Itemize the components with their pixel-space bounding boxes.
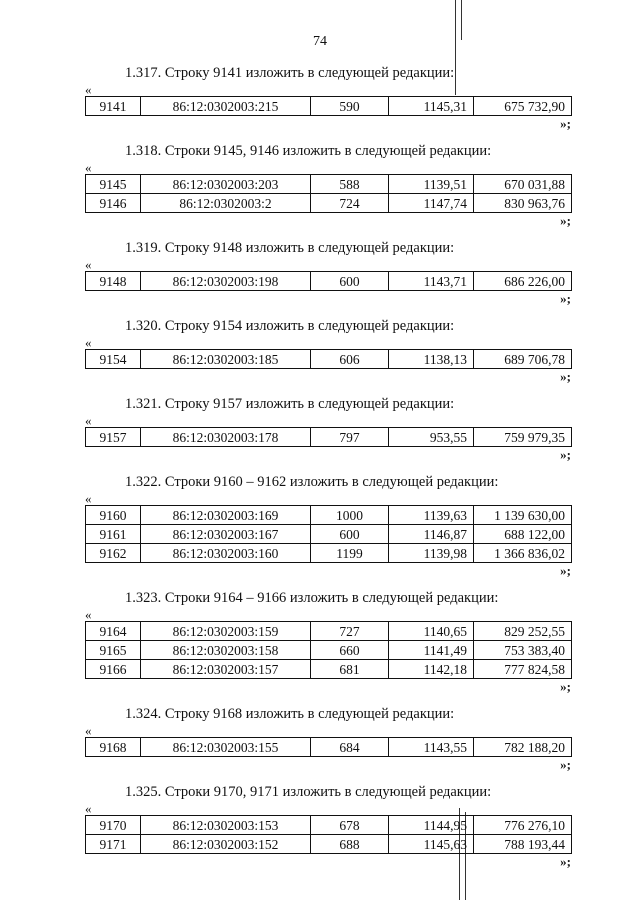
closing-quote: »;	[560, 369, 571, 384]
area-cell: 684	[311, 738, 389, 757]
opening-quote: «	[85, 723, 92, 738]
row-number-cell: 9145	[86, 175, 141, 194]
unit-value-cell: 1143,71	[389, 272, 474, 291]
area-cell: 688	[311, 835, 389, 854]
unit-value-cell: 953,55	[389, 428, 474, 447]
amendment-table	[85, 349, 572, 369]
table-row	[86, 350, 572, 369]
amendment-table	[85, 96, 572, 116]
amendment-section	[85, 315, 571, 385]
amendment-heading: 1.321. Строку 9157 изложить в следующей редакции:	[125, 396, 455, 412]
unit-value-cell: 1143,55	[389, 738, 474, 757]
closing-quote: »;	[560, 291, 571, 306]
area-cell: 727	[311, 622, 389, 641]
row-number-cell: 9162	[86, 544, 141, 563]
table-row	[86, 816, 572, 835]
unit-value-cell: 1146,87	[389, 525, 474, 544]
row-number-cell: 9154	[86, 350, 141, 369]
table-row	[86, 175, 572, 194]
amendment-table	[85, 815, 572, 854]
cadastral-value-cell: 829 252,55	[474, 622, 572, 641]
amendment-heading: 1.319. Строку 9148 изложить в следующей редакции:	[125, 240, 455, 256]
unit-value-cell: 1139,98	[389, 544, 474, 563]
cadastral-number-cell: 86:12:0302003:185	[141, 350, 311, 369]
area-cell: 600	[311, 272, 389, 291]
table-row	[86, 622, 572, 641]
amendment-section	[85, 703, 571, 773]
opening-quote: «	[85, 160, 92, 175]
cadastral-value-cell: 830 963,76	[474, 194, 572, 213]
area-cell: 797	[311, 428, 389, 447]
row-number-cell: 9164	[86, 622, 141, 641]
area-cell: 724	[311, 194, 389, 213]
row-number-cell: 9170	[86, 816, 141, 835]
unit-value-cell: 1141,49	[389, 641, 474, 660]
amendment-heading: 1.323. Строки 9164 – 9166 изложить в следующей редакции:	[125, 590, 499, 606]
cadastral-value-cell: 1 139 630,00	[474, 506, 572, 525]
amendment-table	[85, 174, 572, 213]
table-row	[86, 544, 572, 563]
opening-quote: «	[85, 82, 92, 97]
cadastral-number-cell: 86:12:0302003:159	[141, 622, 311, 641]
cadastral-value-cell: 776 276,10	[474, 816, 572, 835]
area-cell: 660	[311, 641, 389, 660]
area-cell: 588	[311, 175, 389, 194]
amendment-section	[85, 62, 571, 132]
opening-quote: «	[85, 607, 92, 622]
cadastral-value-cell: 686 226,00	[474, 272, 572, 291]
amendment-heading: 1.320. Строку 9154 изложить в следующей редакции:	[125, 318, 455, 334]
table-row	[86, 194, 572, 213]
row-number-cell: 9171	[86, 835, 141, 854]
unit-value-cell: 1140,65	[389, 622, 474, 641]
amendment-section	[85, 393, 571, 463]
closing-quote: »;	[560, 854, 571, 869]
opening-quote: «	[85, 413, 92, 428]
cadastral-value-cell: 675 732,90	[474, 97, 572, 116]
amendment-section	[85, 587, 571, 695]
closing-quote: »;	[560, 213, 571, 228]
cadastral-number-cell: 86:12:0302003:157	[141, 660, 311, 679]
area-cell: 1000	[311, 506, 389, 525]
table-row	[86, 835, 572, 854]
area-cell: 1199	[311, 544, 389, 563]
area-cell: 681	[311, 660, 389, 679]
cadastral-value-cell: 777 824,58	[474, 660, 572, 679]
cadastral-number-cell: 86:12:0302003:153	[141, 816, 311, 835]
cadastral-number-cell: 86:12:0302003:152	[141, 835, 311, 854]
opening-quote: «	[85, 491, 92, 506]
row-number-cell: 9157	[86, 428, 141, 447]
opening-quote: «	[85, 801, 92, 816]
amendment-section	[85, 781, 571, 870]
amendment-section	[85, 237, 571, 307]
table-row	[86, 738, 572, 757]
amendment-heading: 1.318. Строки 9145, 9146 изложить в следующей редакции:	[125, 143, 492, 159]
cadastral-number-cell: 86:12:0302003:155	[141, 738, 311, 757]
amendment-section	[85, 140, 571, 229]
cadastral-number-cell: 86:12:0302003:2	[141, 194, 311, 213]
unit-value-cell: 1145,31	[389, 97, 474, 116]
cadastral-number-cell: 86:12:0302003:215	[141, 97, 311, 116]
cadastral-number-cell: 86:12:0302003:158	[141, 641, 311, 660]
unit-value-cell: 1147,74	[389, 194, 474, 213]
page-number: 74	[313, 34, 327, 49]
amendment-table	[85, 427, 572, 447]
table-row	[86, 97, 572, 116]
closing-quote: »;	[560, 679, 571, 694]
cadastral-number-cell: 86:12:0302003:160	[141, 544, 311, 563]
cadastral-value-cell: 689 706,78	[474, 350, 572, 369]
unit-value-cell: 1139,51	[389, 175, 474, 194]
area-cell: 606	[311, 350, 389, 369]
cadastral-value-cell: 782 188,20	[474, 738, 572, 757]
closing-quote: »;	[560, 757, 571, 772]
opening-quote: «	[85, 335, 92, 350]
amendment-heading: 1.324. Строку 9168 изложить в следующей редакции:	[125, 706, 455, 722]
cadastral-number-cell: 86:12:0302003:169	[141, 506, 311, 525]
row-number-cell: 9148	[86, 272, 141, 291]
amendment-section	[85, 471, 571, 579]
cadastral-number-cell: 86:12:0302003:167	[141, 525, 311, 544]
cadastral-value-cell: 788 193,44	[474, 835, 572, 854]
area-cell: 590	[311, 97, 389, 116]
closing-quote: »;	[560, 116, 571, 131]
row-number-cell: 9168	[86, 738, 141, 757]
unit-value-cell: 1142,18	[389, 660, 474, 679]
closing-quote: »;	[560, 447, 571, 462]
closing-quote: »;	[560, 563, 571, 578]
unit-value-cell: 1139,63	[389, 506, 474, 525]
amendment-heading: 1.322. Строки 9160 – 9162 изложить в следующей редакции:	[125, 474, 499, 490]
scan-artifact-line	[461, 0, 462, 40]
amendment-heading: 1.325. Строки 9170, 9171 изложить в следующей редакции:	[125, 784, 492, 800]
amendment-table	[85, 737, 572, 757]
cadastral-value-cell: 670 031,88	[474, 175, 572, 194]
row-number-cell: 9165	[86, 641, 141, 660]
area-cell: 678	[311, 816, 389, 835]
cadastral-number-cell: 86:12:0302003:198	[141, 272, 311, 291]
table-row	[86, 641, 572, 660]
table-row	[86, 272, 572, 291]
table-row	[86, 525, 572, 544]
table-row	[86, 428, 572, 447]
row-number-cell: 9166	[86, 660, 141, 679]
row-number-cell: 9146	[86, 194, 141, 213]
unit-value-cell: 1145,63	[389, 835, 474, 854]
cadastral-value-cell: 1 366 836,02	[474, 544, 572, 563]
amendment-heading: 1.317. Строку 9141 изложить в следующей редакции:	[125, 65, 455, 81]
cadastral-value-cell: 759 979,35	[474, 428, 572, 447]
cadastral-value-cell: 753 383,40	[474, 641, 572, 660]
row-number-cell: 9161	[86, 525, 141, 544]
unit-value-cell: 1144,95	[389, 816, 474, 835]
amendment-table	[85, 271, 572, 291]
row-number-cell: 9141	[86, 97, 141, 116]
document-body	[85, 62, 571, 878]
area-cell: 600	[311, 525, 389, 544]
unit-value-cell: 1138,13	[389, 350, 474, 369]
amendment-table	[85, 621, 572, 679]
cadastral-number-cell: 86:12:0302003:203	[141, 175, 311, 194]
cadastral-number-cell: 86:12:0302003:178	[141, 428, 311, 447]
row-number-cell: 9160	[86, 506, 141, 525]
amendment-table	[85, 505, 572, 563]
table-row	[86, 506, 572, 525]
cadastral-value-cell: 688 122,00	[474, 525, 572, 544]
table-row	[86, 660, 572, 679]
opening-quote: «	[85, 257, 92, 272]
